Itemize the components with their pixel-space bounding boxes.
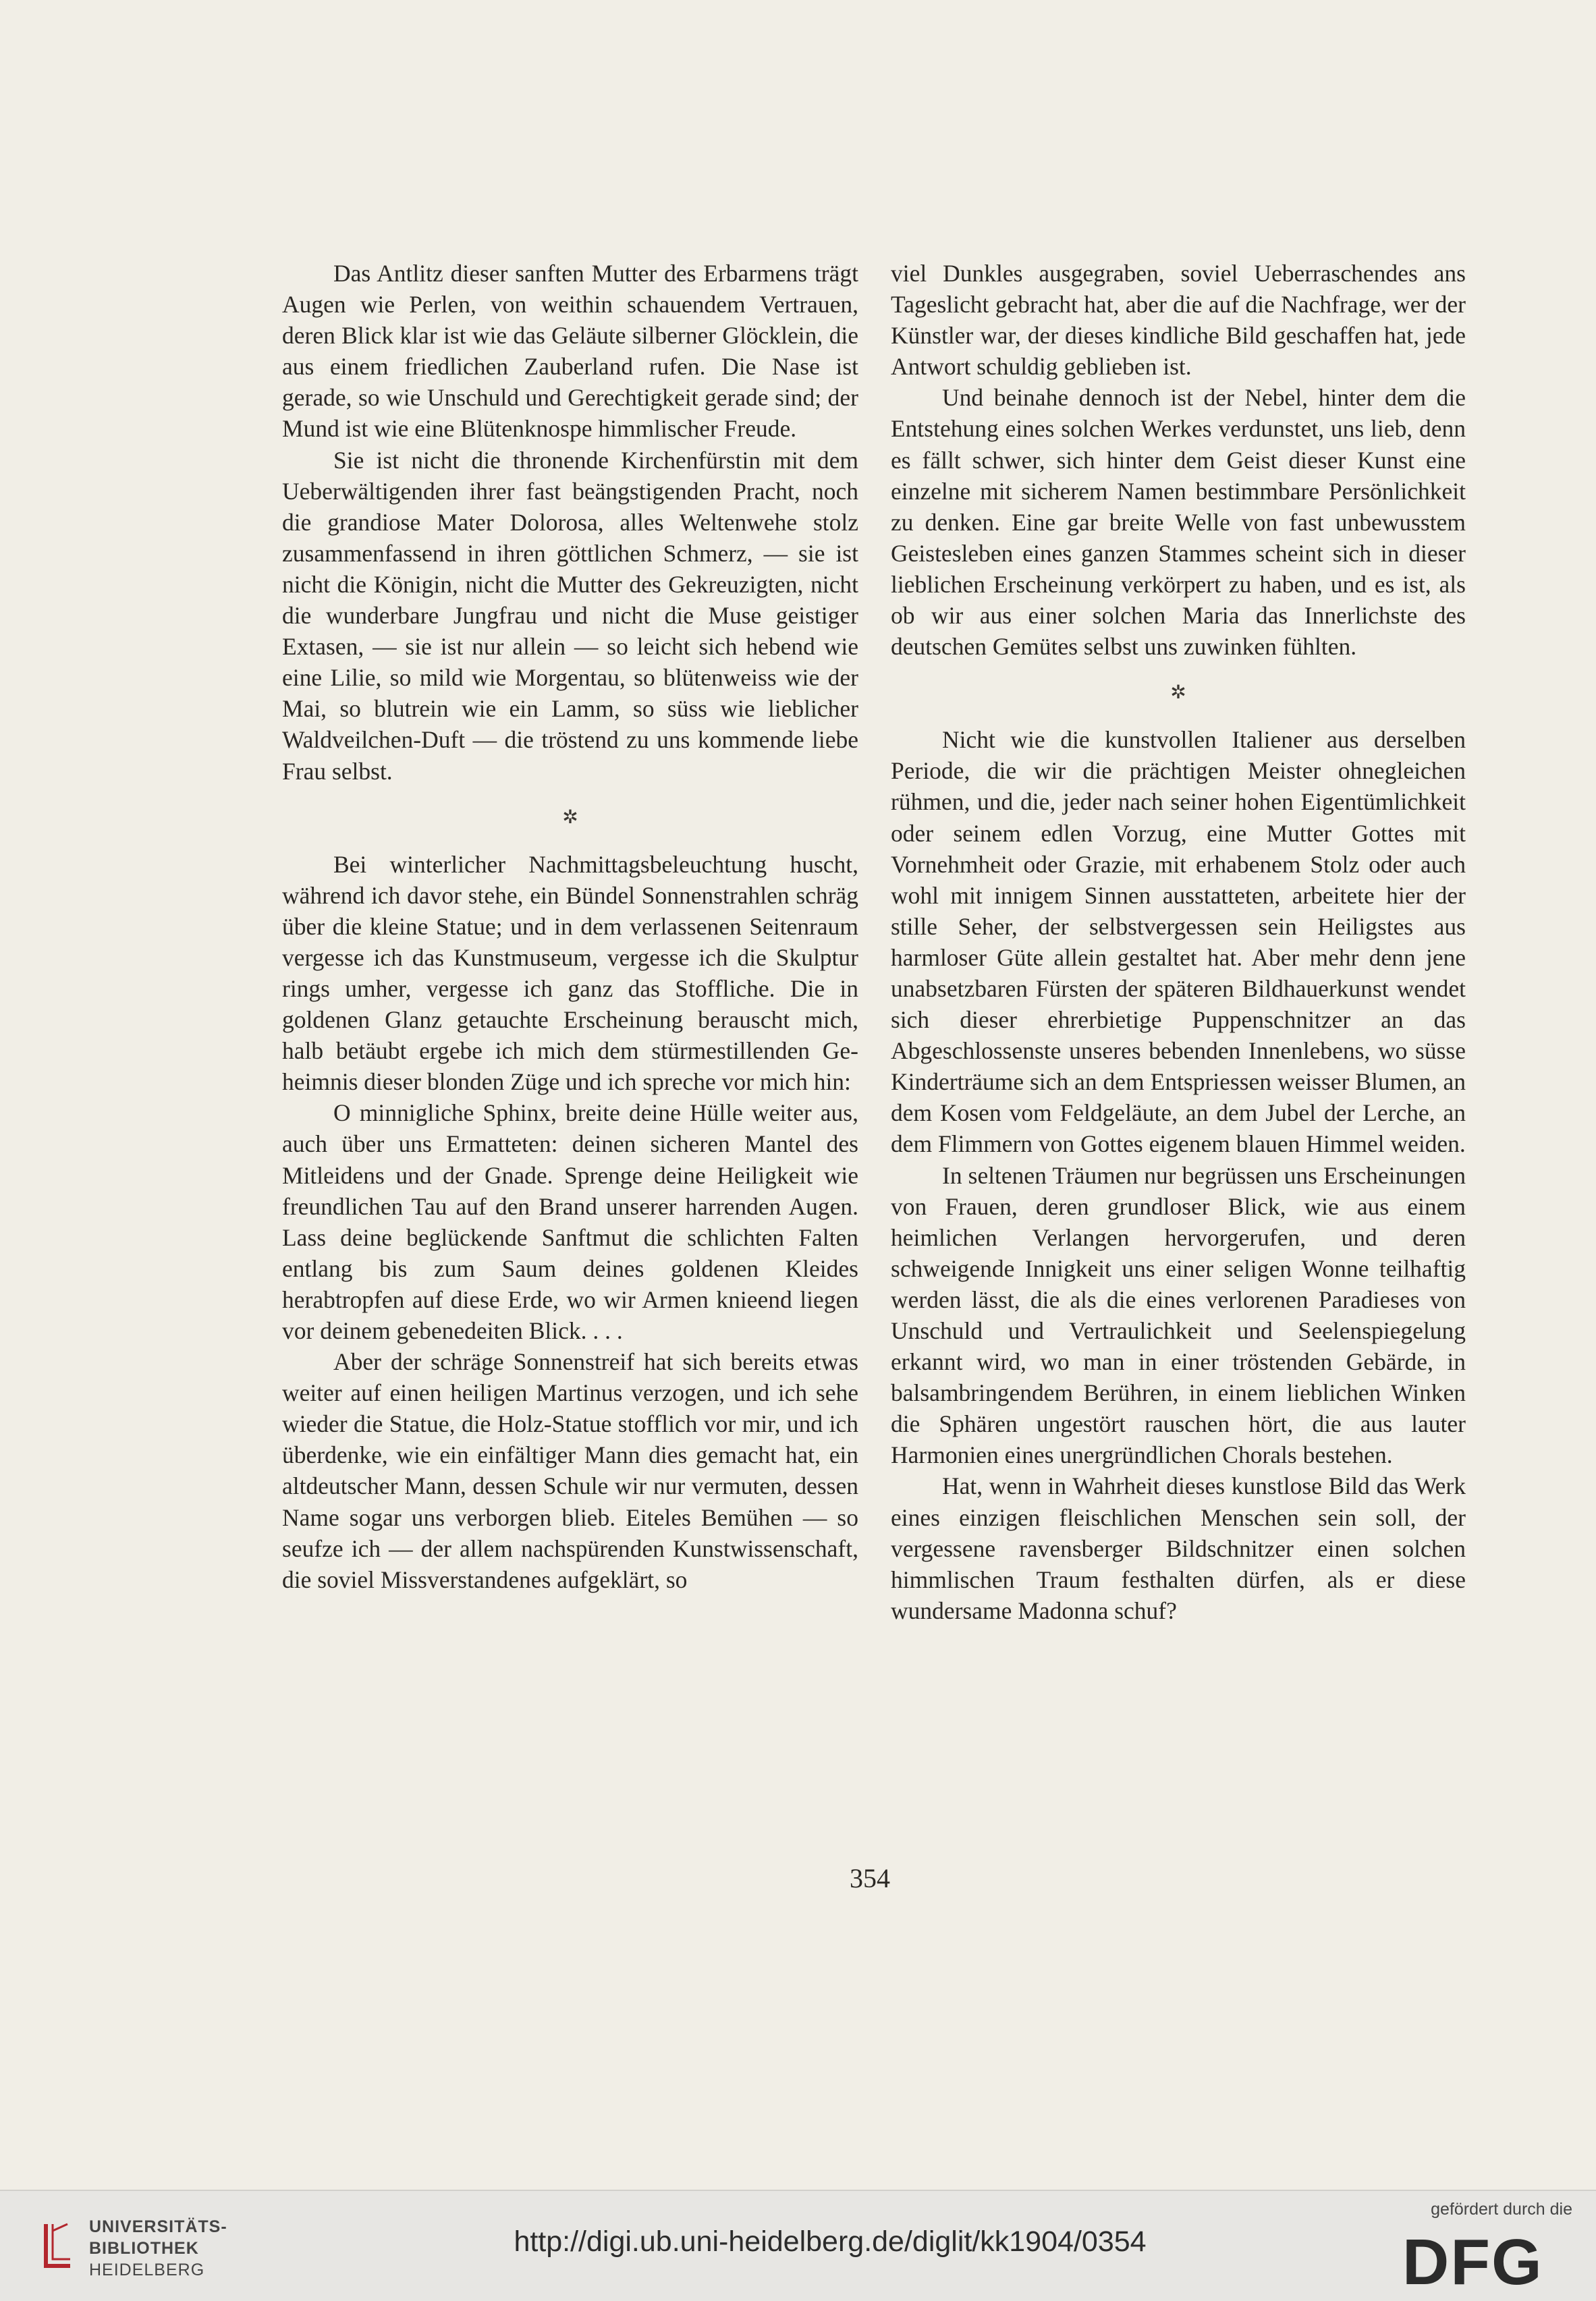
section-ornament: ✲ <box>562 806 578 828</box>
paragraph: O minnigliche Sphinx, breite deine Hülle weiter aus, auch über uns Ermatteten: deinen sicheren Mantel des Mitleidens und der Gnade. Sprenge deine Heiligkeit wie freundlichen Tau auf den Brand unserer harrenden Augen. Lass deine beglückende Sanftmut die schlichten Falten entlang bis zum Saum deines goldenen Kleides herabtropfen auf diese Erde, wo wir Armen knieend liegen vor deinem gebenedeiten Blick. . . . <box>282 1099 858 1344</box>
library-name-line2: BIBLIOTHEK <box>89 2239 199 2258</box>
university-library-logo-icon <box>42 2221 74 2270</box>
page-number: 354 <box>850 1863 890 1893</box>
paragraph: Hat, wenn in Wahrheit dieses kunstlose Bild das Werk eines einzigen fleischlichen Menschen sein soll, der vergessene ravensberger Bildschnitzer einen solchen himmlischen Traum festhalten dürfen, als er diese wundersame Madonna schuf? <box>891 1472 1466 1624</box>
section-ornament: ✲ <box>1170 682 1186 704</box>
library-name-line3: HEIDELBERG <box>89 2261 205 2279</box>
right-text-column <box>891 258 1466 1626</box>
paragraph: Das Antlitz dieser sanften Mutter des Erbarmens trägt Augen wie Perlen, von weithin schauendem Vertrauen, deren Blick klar ist wie das Geläute silberner Glöcklein, die aus einem friedlichen Zauberland rufen. Die Nase ist gerade, so wie Unschuld und Gerechtigkeit gerade sind; der Mund ist wie eine Blütenknospe himmlischer Freude. <box>282 260 858 443</box>
paragraph: Und beinahe dennoch ist der Nebel, hinter dem die Entstehung eines solchen Werkes verdunstet, uns lieb, denn es fällt schwer, sich hinter dem Geist dieser Kunst eine einzelne mit sicherem Namen bestimmbare Persönlichkeit zu denken. Eine gar breite Welle von fast unbewusstem Geistesleben eines ganzen Stammes scheint sich in dieser lieblichen Erscheinung verkörpert zu haben, und es ist, als ob wir aus einer solchen Maria das Innerlichste des deutschen Gemütes selbst uns zuwinken fühlten. <box>891 384 1466 661</box>
funded-by-label: gefördert durch die <box>1431 2200 1572 2219</box>
paragraph: Bei winterlicher Nachmittagsbeleuchtung huscht, während ich davor stehe, ein Bündel Sonnenstrahlen schräg über die kleine Statue; und in dem verlassenen Seitenraum vergesse ich das Kunstmuseum, vergesse ich die Skulptur rings umher, vergesse ich ganz das Stoffliche. Die in goldenen Glanz getauchte Erscheinung berauscht mich, halb betäubt ergebe ich mich dem stürmestillenden Geheimnis dieser blonden Züge und ich spreche vor mich hin: <box>282 850 858 1096</box>
dfg-logo-icon: DFG <box>1402 2226 1543 2298</box>
paragraph: Nicht wie die kunstvollen Italiener aus derselben Periode, die wir die prächtigen Meister ohnegleichen rühmen, und die, jeder nach seiner hohen Eigentümlichkeit oder seinem edlen Vorzug, eine Mutter Gottes mit Vornehmheit oder Grazie, mit erhabenem Stolz oder auch wohl mit innigem Sinnen ausstatteten, arbeitete hier der stille Seher, der selbstvergessen sein Heiligstes aus harmloser Güte allein gestaltet hat. Aber mehr denn jene unabsetzbaren Fürsten der späteren Bildhauerkunst wendet sich dieser ehrerbietige Puppenschnitzer an das Abgeschlossenste unseres bebenden Innenlebens, wo süsse Kinderträume sich an dem Entspriessen weisser Blumen, an dem Kosen vom Feldgeläute, an dem Jubel der Lerche, an dem Flimmern von Gottes eigenem blauen Himmel weiden. <box>891 726 1466 1158</box>
paragraph: Sie ist nicht die thronende Kirchenfürstin mit dem Ueberwältigenden ihrer fast beängstigenden Pracht, noch die grandiose Mater Dolorosa, alles Weltenwehe stolz zusammenfassend in ihren göttlichen Schmerz, — sie ist nicht die Königin, nicht die Mutter des Gekreuzigten, nicht die wunderbare Jungfrau und nicht die Muse geistiger Extasen, — sie ist nur allein — so leicht sich hebend wie eine Lilie, so mild wie Morgentau, so blütenweiss wie der Mai, so blutrein wie ein Lamm, so süss wie lieblicher Waldveilchen-Duft — die tröstend zu uns kommende liebe Frau selbst. <box>282 446 858 785</box>
library-name-line1: UNIVERSITÄTS- <box>89 2217 227 2236</box>
paragraph: Aber der schräge Sonnenstreif hat sich bereits etwas weiter auf einen heiligen Martinus verzogen, und ich sehe wieder die Statue, die Holz-Statue stofflich vor mir, und ich überdenke, wie ein einfältiger Mann dies gemacht hat, ein altdeutscher Mann, dessen Schule wir nur vermuten, dessen Name sogar uns verborgen blieb. Eiteles Bemühen — so seufze ich — der allem nachspürenden Kunstwissenschaft, die soviel Missverstandenes aufgeklärt, so <box>282 1348 858 1593</box>
paragraph: In seltenen Träumen nur begrüssen uns Erscheinungen von Frauen, deren grundloser Blick, wie aus einem heimlichen Verlangen hervorgerufen, und deren schweigende Innigkeit uns einer seligen Wonne teilhaftig werden lässt, die als die eines verlorenen Paradieses von Unschuld und Vertraulichkeit und Seelenspiegelung erkannt wird, wo man in einer tröstenden Gebärde, in balsambringendem Berühren, in einem lieblichen Winken die Sphären ungestört rauschen hört, die aus lauter Harmonien eines unergründlichen Chorals bestehen. <box>891 1161 1466 1469</box>
paragraph: viel Dunkles ausgegraben, soviel Ueberraschendes ans Tageslicht gebracht hat, aber die auf die Nachfrage, wer der Künstler war, der dieses kindliche Bild geschaffen hat, jede Antwort schuldig geblieben ist. <box>891 260 1466 381</box>
left-text-column <box>282 258 858 1595</box>
permalink-url[interactable]: http://digi.ub.uni-heidelberg.de/diglit/kk1904/0354 <box>514 2225 1147 2258</box>
